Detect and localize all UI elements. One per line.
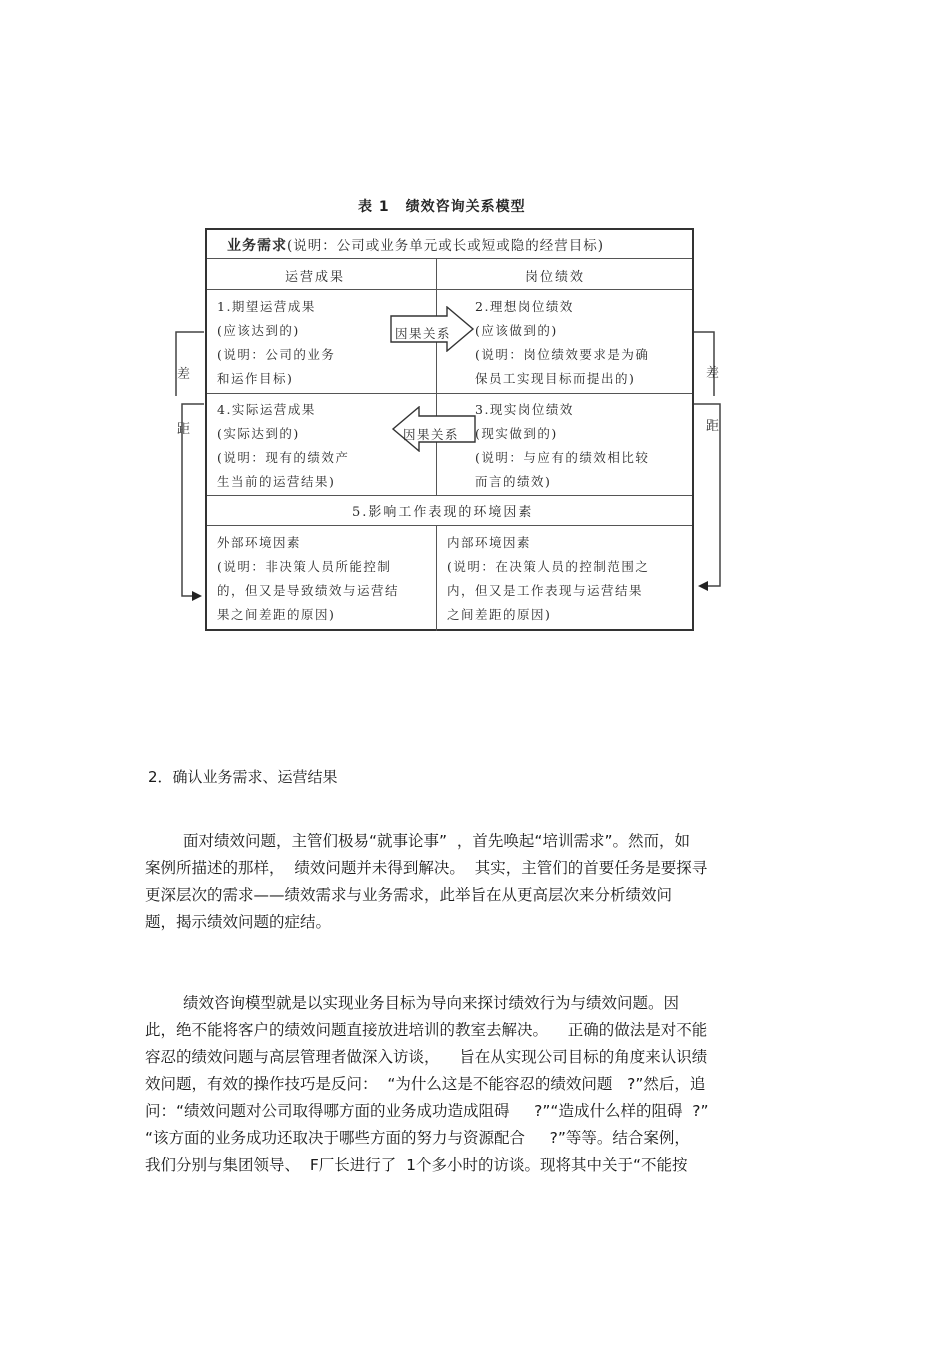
operational-results-column-header: 运营成果 (285, 270, 346, 285)
env-ext-line: (说明：非决策人员所能控制 (217, 559, 392, 574)
paragraph-line: 绩效咨询模型就是以实现业务目标为导向来探讨绩效行为与绩效问题。因 (183, 994, 680, 1012)
cell1-line: (应该达到的) (217, 323, 300, 338)
paragraph-line: 面对绩效问题，主管们极易“就事论事” ，首先唤起“培训需求”。然而，如 (183, 832, 690, 850)
figure-title (358, 196, 526, 216)
environment-factors-header: 5.影响工作表现的环境因素 (352, 505, 534, 520)
cell-expected-results (217, 295, 335, 391)
figure-caption: 绩效咨询关系模型 (405, 199, 526, 215)
cell4-line: 生当前的运营结果) (217, 474, 336, 489)
cell-internal-environment (447, 531, 649, 627)
right-gap-char-bottom: 距 (706, 419, 720, 434)
section-heading: 2．确认业务需求、运营结果 (148, 768, 338, 786)
paragraph-line: 此，绝不能将客户的绩效问题直接放进培训的教室去解决。 正确的做法是对不能 (145, 1021, 708, 1039)
paragraph-line: 我们分别与集团领导、 F厂长进行了 1个多小时的访谈。现将其中关于“不能按 (145, 1156, 688, 1174)
cell1-line: (说明：公司的业务 (217, 347, 336, 362)
job-performance-column-header: 岗位绩效 (525, 270, 586, 285)
figure-number: 表 1 (358, 199, 390, 215)
left-gap-char-bottom: 距 (177, 422, 191, 437)
left-gap-char-top: 差 (177, 367, 191, 382)
paragraph-line: 更深层次的需求——绩效需求与业务需求，此举旨在从更高层次来分析绩效问 (145, 886, 673, 904)
paragraph-2 (145, 990, 815, 1179)
causal-arrow-right-label: 因果关系 (395, 326, 452, 341)
env-int-line: 内部环境因素 (447, 535, 532, 550)
cell3-line: 3.现实岗位绩效 (475, 402, 574, 417)
env-int-line: 内，但又是工作表现与运营结果 (447, 583, 644, 598)
cell1-line: 和运作目标) (217, 371, 294, 386)
env-ext-line: 外部环境因素 (217, 535, 302, 550)
paragraph-line: 问：“绩效问题对公司取得哪方面的业务成功造成阻碍 ?”“造成什么样的阻碍 ?” (145, 1102, 709, 1120)
env-int-line: (说明：在决策人员的控制范围之 (447, 559, 650, 574)
cell2-line: (说明：岗位绩效要求是为确 (475, 347, 650, 362)
business-need-label: 业务需求 (227, 238, 287, 254)
right-gap-char-top: 差 (706, 366, 720, 381)
cell3-line: (现实做到的) (475, 426, 558, 441)
paragraph-line: 案例所描述的那样， 绩效问题并未得到解决。 其实，主管们的首要任务是要探寻 (145, 859, 708, 877)
cell-actual-performance (475, 398, 649, 494)
business-need-note: (说明：公司或业务单元或长或短或隐的经营目标) (287, 238, 605, 254)
business-need-header (227, 234, 604, 255)
paragraph-1 (145, 828, 815, 936)
performance-consulting-model-table (205, 228, 694, 631)
paragraph-line: 题，揭示绩效问题的症结。 (145, 913, 332, 931)
paragraph-line: “该方面的业务成功还取决于哪些方面的努力与资源配合 ?”等等。结合案例， (145, 1129, 690, 1147)
cell1-line: 1.期望运营成果 (217, 299, 316, 314)
env-ext-line: 果之间差距的原因) (217, 607, 336, 622)
cell4-line: 4.实际运营成果 (217, 402, 316, 417)
env-int-line: 之间差距的原因) (447, 607, 552, 622)
cell3-line: 而言的绩效) (475, 474, 552, 489)
cell2-line: 保员工实现目标而提出的) (475, 371, 636, 386)
cell3-line: (说明：与应有的绩效相比较 (475, 450, 650, 465)
cell2-line: 2.理想岗位绩效 (475, 299, 574, 314)
env-ext-line: 的，但又是导致绩效与运营结 (217, 583, 400, 598)
causal-arrow-left-label: 因果关系 (403, 427, 460, 442)
cell2-line: (应该做到的) (475, 323, 558, 338)
cell4-line: (说明：现有的绩效产 (217, 450, 350, 465)
cell-ideal-performance (475, 295, 649, 391)
cell-external-environment (217, 531, 399, 627)
cell4-line: (实际达到的) (217, 426, 300, 441)
paragraph-line: 效问题，有效的操作技巧是反问： “为什么这是不能容忍的绩效问题 ?”然后，追 (145, 1075, 706, 1093)
cell-actual-results (217, 398, 349, 494)
paragraph-line: 容忍的绩效问题与高层管理者做深入访谈， 旨在从实现公司目标的角度来认识绩 (145, 1048, 708, 1066)
